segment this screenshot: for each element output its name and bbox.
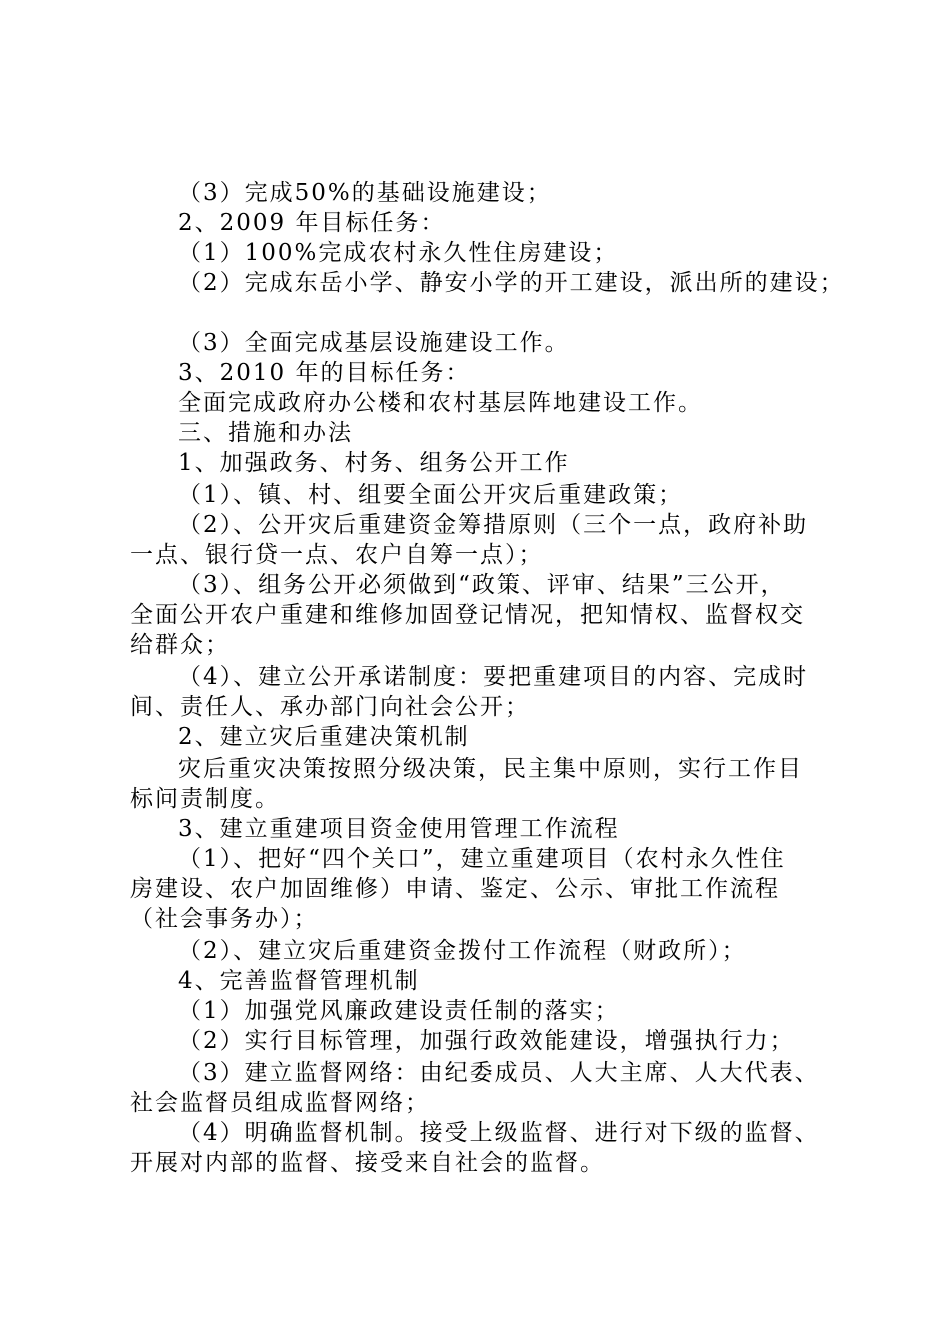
- text-line: （3）、组务公开必须做到“政策、评审、结果”三公开，: [178, 572, 786, 598]
- text-line: （1）加强党风廉政建设责任制的落实；: [178, 998, 620, 1024]
- text-line: 4、完善监督管理机制: [178, 968, 420, 994]
- text-line: （2）、建立灾后重建资金拨付工作流程（财政所）；: [178, 938, 747, 964]
- text-line: （2）、公开灾后重建资金筹措原则（三个一点，政府补助: [178, 512, 809, 538]
- text-line: 标问责制度。: [130, 786, 280, 812]
- text-line: 全面公开农户重建和维修加固登记情况，把知情权、监督权交: [130, 602, 805, 628]
- text-line: （2）完成东岳小学、静安小学的开工建设，派出所的建设；: [178, 270, 845, 296]
- text-line: 2、建立灾后重建决策机制: [178, 724, 470, 750]
- text-line: 3、建立重建项目资金使用管理工作流程: [178, 816, 620, 842]
- text-line: （1）100%完成农村永久性住房建设；: [178, 240, 619, 266]
- text-line: （4）、建立公开承诺制度：要把重建项目的内容、完成时: [178, 664, 809, 690]
- text-line: 给群众；: [130, 632, 230, 658]
- text-line: 灾后重灾决策按照分级决策，民主集中原则，实行工作目: [178, 756, 803, 782]
- text-line: （3）完成50%的基础设施建设；: [178, 180, 552, 206]
- text-line: 间、责任人、承办部门向社会公开；: [130, 694, 530, 720]
- text-line: （2）实行目标管理，加强行政效能建设，增强执行力；: [178, 1028, 795, 1054]
- text-line: （1）、镇、村、组要全面公开灾后重建政策；: [178, 482, 684, 508]
- text-line: （社会事务办）；: [130, 906, 319, 932]
- text-line: （3）全面完成基层设施建设工作。: [178, 330, 570, 356]
- text-line: 3、2010 年的目标任务：: [178, 360, 471, 386]
- text-line: （4）明确监督机制。接受上级监督、进行对下级的监督、: [178, 1120, 820, 1146]
- section-heading: 三、措施和办法: [178, 420, 353, 446]
- text-line: 2、2009 年目标任务：: [178, 210, 446, 236]
- text-line: 开展对内部的监督、接受来自社会的监督。: [130, 1150, 605, 1176]
- text-line: 社会监督员组成监督网络；: [130, 1090, 430, 1116]
- text-line: 房建设、农户加固维修）申请、鉴定、公示、审批工作流程: [130, 876, 780, 902]
- text-line: 1、加强政务、村务、组务公开工作: [178, 450, 570, 476]
- text-line: （1）、把好“四个关口”，建立重建项目（农村永久性住: [178, 846, 786, 872]
- text-line: 全面完成政府办公楼和农村基层阵地建设工作。: [178, 390, 703, 416]
- text-line: 一点、银行贷一点、农户自筹一点）；: [130, 542, 544, 568]
- text-line: （3）建立监督网络：由纪委成员、人大主席、人大代表、: [178, 1060, 820, 1086]
